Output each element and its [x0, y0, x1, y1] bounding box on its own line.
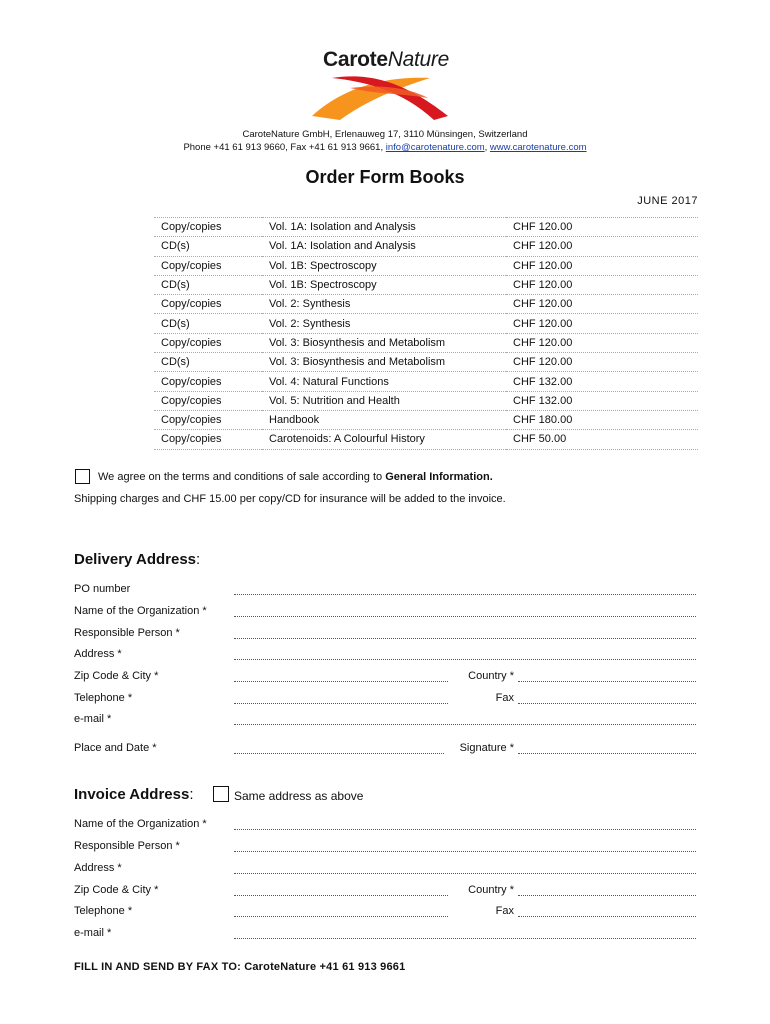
book-price-cell: CHF 120.00	[506, 218, 698, 237]
book-row	[154, 256, 698, 275]
delivery-email-label: e-mail *	[74, 713, 112, 725]
book-price-cell: CHF 50.00	[506, 430, 698, 449]
signature-label: Signature *	[459, 742, 514, 754]
form-date: JUNE 2017	[637, 195, 698, 207]
delivery-org-label: Name of the Organization *	[74, 605, 207, 617]
book-type-cell: Copy/copies	[154, 372, 262, 391]
book-price-cell: CHF 120.00	[506, 333, 698, 352]
company-phone-fax: Phone +41 61 913 9660, Fax +41 61 913 9661,	[183, 142, 386, 153]
delivery-phone-field[interactable]	[234, 703, 448, 704]
book-title-cell: Vol. 1B: Spectroscopy	[262, 275, 506, 294]
same-address-label: Same address as above	[234, 789, 364, 803]
book-title-cell: Vol. 2: Synthesis	[262, 295, 506, 314]
po-number-label: PO number	[74, 583, 131, 595]
delivery-person-field[interactable]	[234, 638, 696, 639]
invoice-address-heading	[74, 786, 194, 803]
general-information-label: General Information.	[385, 471, 493, 483]
books-table	[154, 217, 698, 450]
book-row	[154, 295, 698, 314]
company-separator: ,	[484, 142, 490, 153]
carotenature-logo	[310, 48, 460, 120]
book-row	[154, 391, 698, 410]
invoice-address-field[interactable]	[234, 873, 696, 874]
book-row	[154, 430, 698, 449]
book-row	[154, 353, 698, 372]
delivery-country-field[interactable]	[518, 681, 696, 682]
book-row	[154, 372, 698, 391]
invoice-phone-label: Telephone *	[74, 905, 133, 917]
book-row	[154, 218, 698, 237]
delivery-zip-label: Zip Code & City *	[74, 670, 159, 682]
delivery-heading-text: Delivery Address	[74, 551, 197, 568]
book-type-cell: Copy/copies	[154, 295, 262, 314]
same-address-checkbox[interactable]	[213, 786, 229, 802]
book-row	[154, 275, 698, 294]
book-title-cell: Vol. 1A: Isolation and Analysis	[262, 218, 506, 237]
book-title-cell: Vol. 5: Nutrition and Health	[262, 391, 506, 410]
delivery-fax-label: Fax	[495, 692, 514, 704]
delivery-zip-field[interactable]	[234, 681, 448, 682]
book-price-cell: CHF 132.00	[506, 391, 698, 410]
book-title-cell: Vol. 3: Biosynthesis and Metabolism	[262, 333, 506, 352]
invoice-zip-label: Zip Code & City *	[74, 884, 159, 896]
book-price-cell: CHF 120.00	[506, 256, 698, 275]
delivery-heading-colon: :	[196, 551, 201, 568]
book-price-cell: CHF 180.00	[506, 410, 698, 429]
invoice-country-label: Country *	[468, 884, 514, 896]
shipping-note: Shipping charges and CHF 15.00 per copy/CD for insurance will be added to the invoice.	[74, 493, 506, 505]
invoice-heading-colon: :	[189, 786, 194, 803]
book-price-cell: CHF 132.00	[506, 372, 698, 391]
invoice-fax-field[interactable]	[518, 916, 696, 917]
book-row	[154, 237, 698, 256]
book-type-cell: CD(s)	[154, 353, 262, 372]
book-title-cell: Vol. 1B: Spectroscopy	[262, 256, 506, 275]
invoice-org-label: Name of the Organization *	[74, 818, 207, 830]
place-date-field[interactable]	[234, 753, 444, 754]
book-title-cell: Vol. 2: Synthesis	[262, 314, 506, 333]
company-email-link[interactable]: info@carotenature.com	[385, 142, 485, 153]
company-contact	[0, 142, 770, 153]
invoice-email-field[interactable]	[234, 938, 696, 939]
book-price-cell: CHF 120.00	[506, 295, 698, 314]
invoice-heading-text: Invoice Address	[74, 786, 190, 803]
book-type-cell: Copy/copies	[154, 333, 262, 352]
book-type-cell: Copy/copies	[154, 430, 262, 449]
books-table-body	[154, 218, 698, 450]
invoice-org-field[interactable]	[234, 829, 696, 830]
delivery-country-label: Country *	[468, 670, 514, 682]
book-price-cell: CHF 120.00	[506, 275, 698, 294]
book-type-cell: CD(s)	[154, 275, 262, 294]
invoice-person-label: Responsible Person *	[74, 840, 180, 852]
delivery-address-label: Address *	[74, 648, 122, 660]
po-number-field[interactable]	[234, 594, 696, 595]
company-website-link[interactable]: www.carotenature.com	[489, 142, 587, 153]
delivery-fax-field[interactable]	[518, 703, 696, 704]
book-price-cell: CHF 120.00	[506, 314, 698, 333]
delivery-person-label: Responsible Person *	[74, 627, 180, 639]
invoice-address-label: Address *	[74, 862, 122, 874]
fax-instruction: FILL IN AND SEND BY FAX TO: CaroteNature +41 61 913 9661	[74, 961, 406, 973]
agree-checkbox[interactable]	[75, 469, 90, 484]
book-row	[154, 410, 698, 429]
invoice-fax-label: Fax	[495, 905, 514, 917]
book-type-cell: Copy/copies	[154, 410, 262, 429]
logo-text-bold: Carote	[323, 48, 388, 71]
book-type-cell: Copy/copies	[154, 256, 262, 275]
book-title-cell: Handbook	[262, 410, 506, 429]
place-date-label: Place and Date *	[74, 742, 157, 754]
book-type-cell: Copy/copies	[154, 218, 262, 237]
signature-field[interactable]	[518, 753, 696, 754]
company-address: CaroteNature GmbH, Erlenauweg 17, 3110 Münsingen, Switzerland	[242, 129, 528, 140]
book-row	[154, 314, 698, 333]
book-title-cell: Vol. 4: Natural Functions	[262, 372, 506, 391]
page-title: Order Form Books	[305, 167, 465, 187]
book-row	[154, 333, 698, 352]
book-type-cell: CD(s)	[154, 237, 262, 256]
book-type-cell: CD(s)	[154, 314, 262, 333]
logo-text-light: Nature	[387, 48, 449, 71]
book-price-cell: CHF 120.00	[506, 353, 698, 372]
logo-swoosh-icon	[310, 68, 460, 120]
invoice-person-field[interactable]	[234, 851, 696, 852]
delivery-address-heading	[74, 551, 200, 568]
book-title-cell: Vol. 3: Biosynthesis and Metabolism	[262, 353, 506, 372]
agree-text-main: We agree on the terms and conditions of sale according to	[98, 471, 386, 483]
invoice-phone-field[interactable]	[234, 916, 448, 917]
invoice-country-field[interactable]	[518, 895, 696, 896]
agree-text	[98, 471, 493, 483]
book-title-cell: Vol. 1A: Isolation and Analysis	[262, 237, 506, 256]
invoice-zip-field[interactable]	[234, 895, 448, 896]
delivery-address-field[interactable]	[234, 659, 696, 660]
delivery-org-field[interactable]	[234, 616, 696, 617]
book-price-cell: CHF 120.00	[506, 237, 698, 256]
book-type-cell: Copy/copies	[154, 391, 262, 410]
delivery-phone-label: Telephone *	[74, 692, 133, 704]
invoice-email-label: e-mail *	[74, 927, 112, 939]
book-title-cell: Carotenoids: A Colourful History	[262, 430, 506, 449]
delivery-email-field[interactable]	[234, 724, 696, 725]
